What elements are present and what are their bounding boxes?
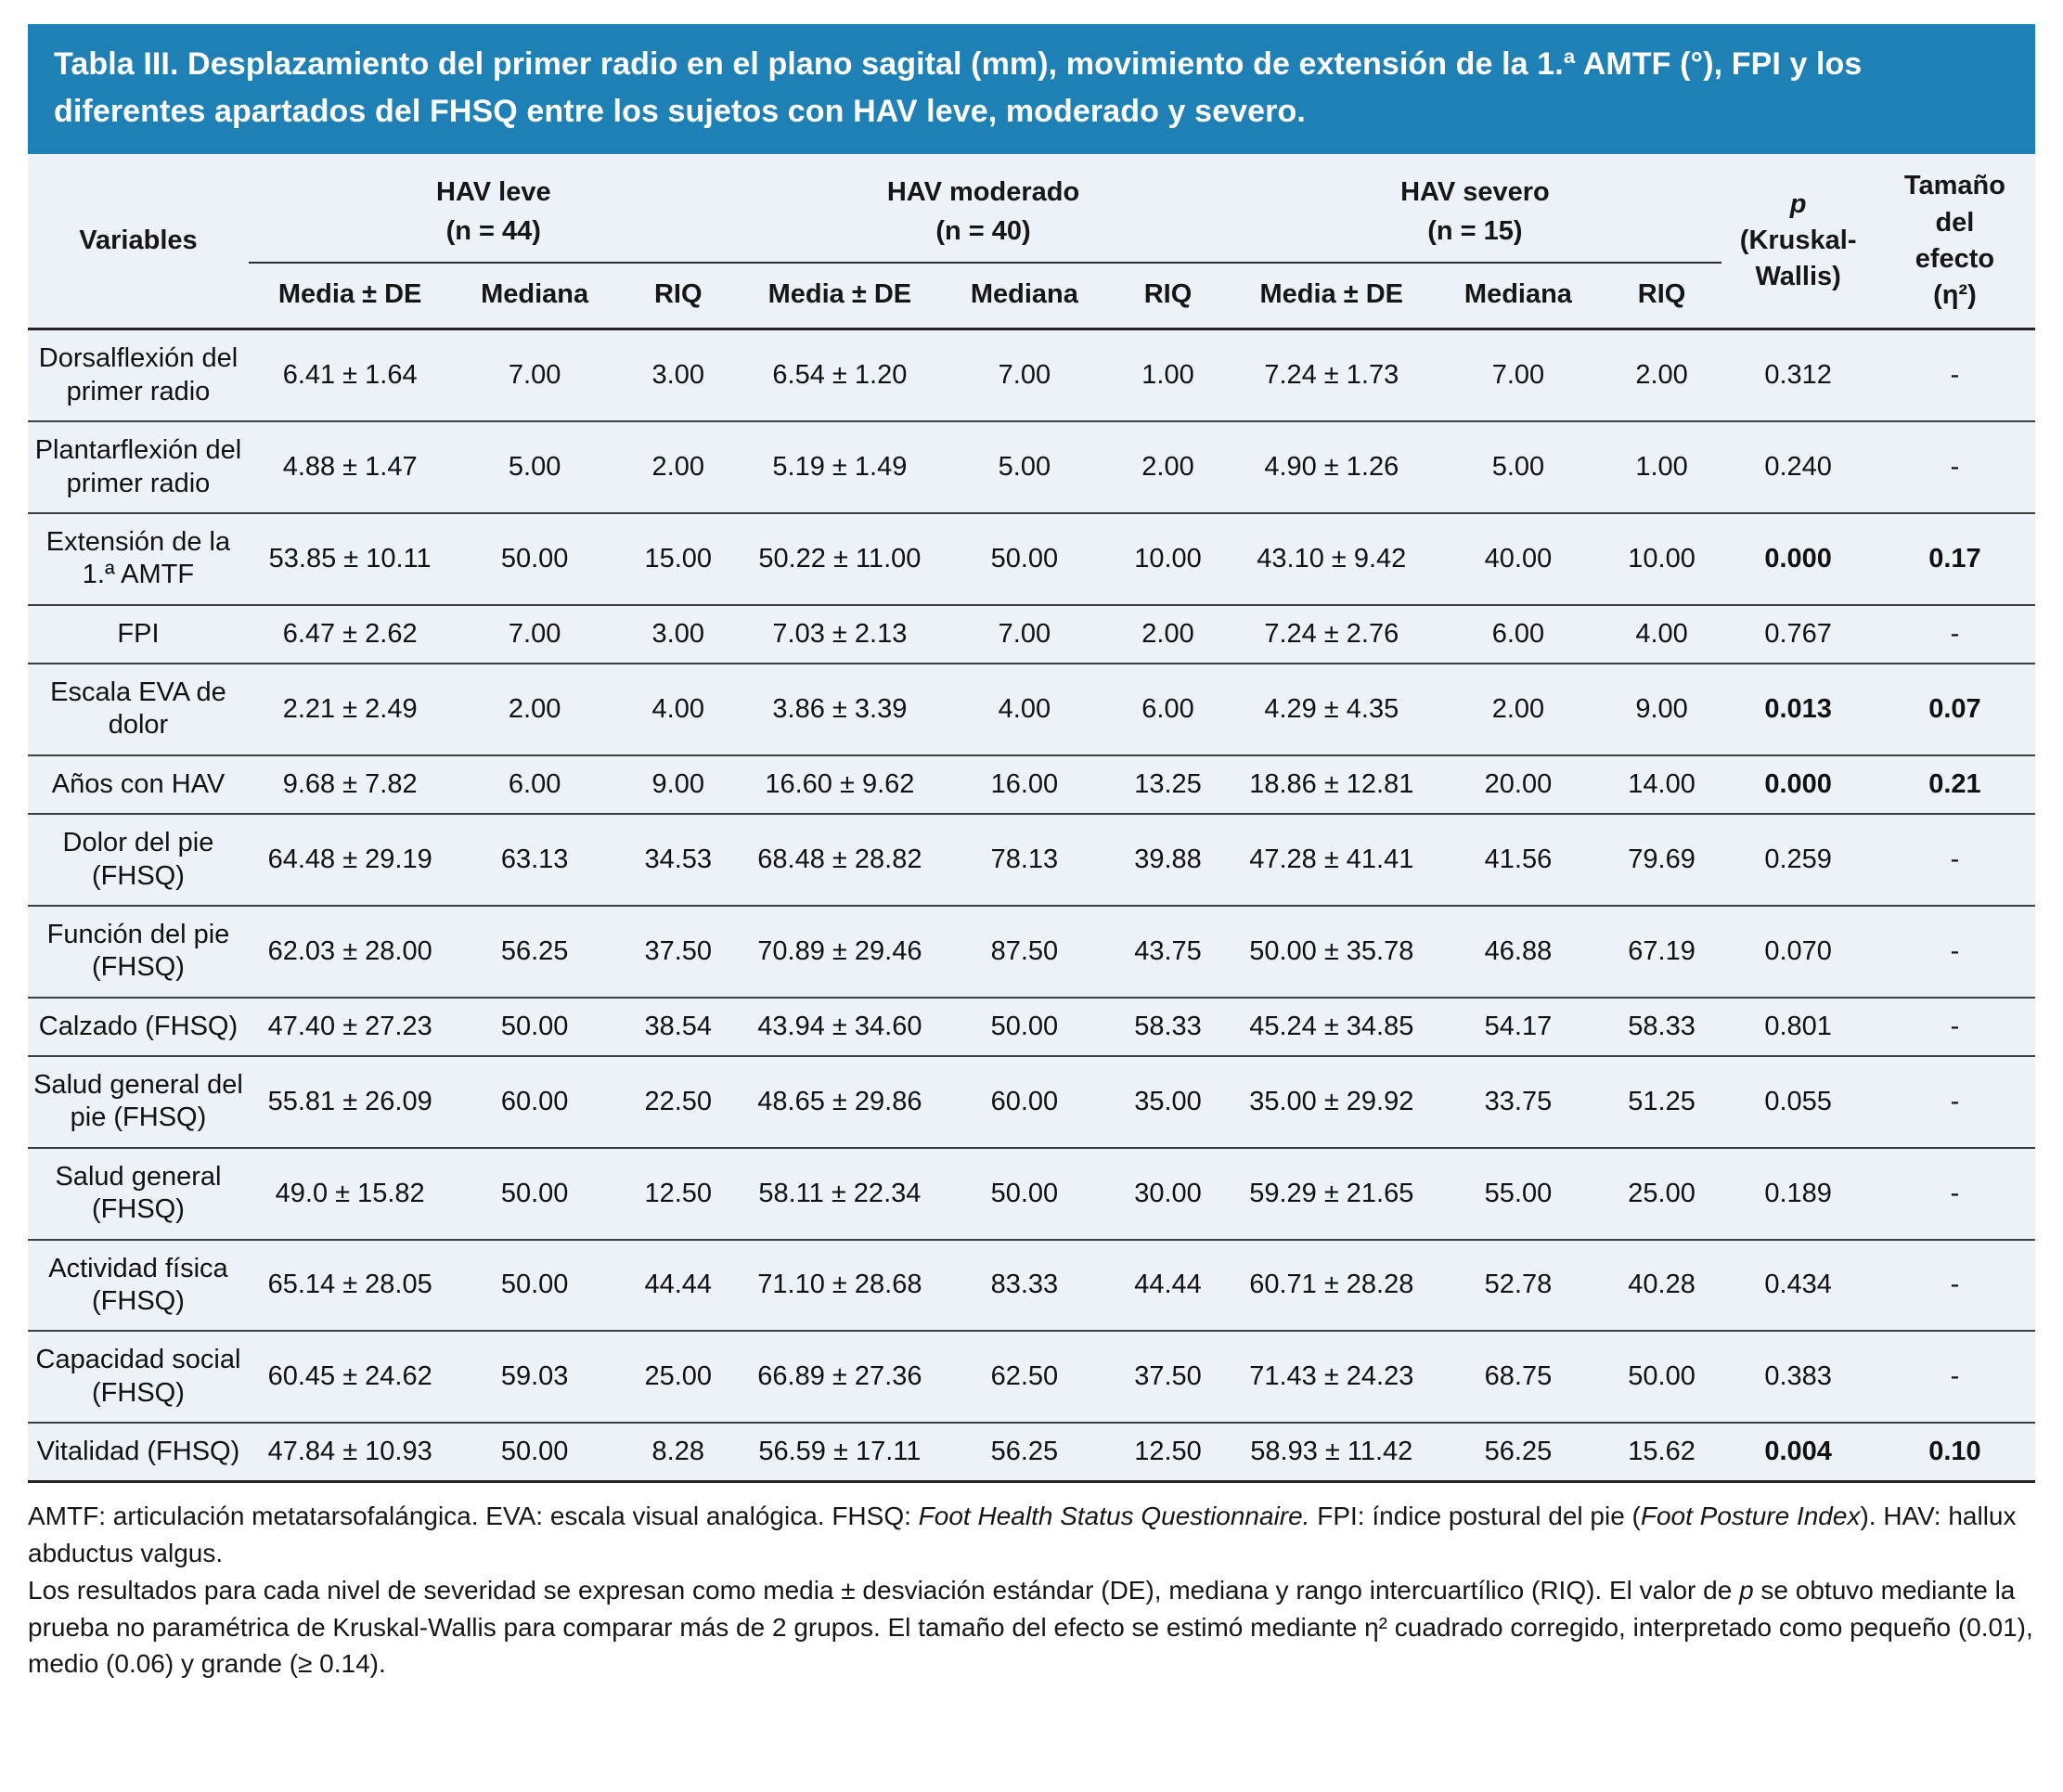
stat-value: 18.86 ± 12.81 [1228,755,1435,814]
stat-value: 38.54 [618,998,739,1056]
stat-value: 51.25 [1602,1056,1722,1148]
stat-value: 6.00 [1108,664,1229,755]
stat-value: 15.62 [1602,1423,1722,1482]
stat-value: 2.00 [1108,421,1229,513]
stat-value: 71.10 ± 28.68 [739,1240,941,1332]
stat-value: 2.00 [1435,664,1602,755]
group-name: HAV severo [1400,177,1550,207]
stat-value: 22.50 [618,1056,739,1148]
stat-value: 2.21 ± 2.49 [249,664,451,755]
stat-value: 5.00 [451,421,618,513]
p-method-line2: Wallis) [1755,262,1841,292]
stat-value: 4.00 [941,664,1108,755]
stat-value: 55.81 ± 26.09 [249,1056,451,1148]
p-method-line1: (Kruskal- [1739,226,1857,256]
group-name: HAV leve [436,177,551,207]
stat-value: 4.00 [1602,605,1722,664]
stat-value: 9.68 ± 7.82 [249,755,451,814]
effect-header-line: Tamaño [1903,171,2005,201]
p-value: 0.767 [1721,605,1874,664]
stat-value: 54.17 [1435,998,1602,1056]
effect-size-value: - [1950,360,1960,391]
stat-value: 83.33 [941,1240,1108,1332]
stat-value: 40.28 [1602,1240,1722,1332]
table-row [28,421,2035,513]
table-row [28,1331,2035,1423]
stat-value: 50.00 [451,998,618,1056]
stat-value: 70.89 ± 29.46 [739,906,941,998]
variable-name: Salud general del pie (FHSQ) [28,1056,249,1148]
variable-name: FPI [28,605,249,664]
effect-size-value: 0.17 [1875,513,2035,605]
table-row [28,1056,2035,1148]
stat-value: 30.00 [1108,1148,1229,1240]
group-header-hav-moderado [739,154,1229,263]
p-kruskal-wallis-header [1721,154,1874,329]
p-value: 0.383 [1721,1331,1874,1423]
stat-value: 10.00 [1602,513,1722,605]
stat-value: 60.00 [941,1056,1108,1148]
stat-value: 39.88 [1108,814,1229,906]
stat-value: 59.03 [451,1331,618,1423]
table-row [28,998,2035,1056]
stat-value: 4.00 [618,664,739,755]
variable-name: Extensión de la 1.ª AMTF [28,513,249,605]
p-value: 0.189 [1721,1148,1874,1240]
stat-value: 46.88 [1435,906,1602,998]
stat-value: 50.00 [1602,1331,1722,1423]
table-row [28,814,2035,906]
stat-value: 4.90 ± 1.26 [1228,421,1435,513]
p-value: 0.000 [1721,513,1874,605]
table-row [28,1148,2035,1240]
group-header-hav-leve [249,154,739,263]
footnote [28,1572,2035,1682]
variable-name: Capacidad social (FHSQ) [28,1331,249,1423]
stat-value: 50.00 ± 35.78 [1228,906,1435,998]
p-value: 0.004 [1721,1423,1874,1482]
footnote-segment: ). HAV: hallux abductus valgus. [28,1502,2017,1568]
footnote [28,1498,2035,1572]
stat-value: 7.00 [998,360,1051,391]
stat-value: 53.85 ± 10.11 [249,513,451,605]
stat-value: 67.19 [1602,906,1722,998]
stat-value: 2.00 [618,421,739,513]
stat-value: 16.60 ± 9.62 [739,755,941,814]
stat-value: 43.75 [1108,906,1229,998]
effect-size-value: 0.10 [1875,1423,2035,1482]
stat-value: 62.50 [941,1331,1108,1423]
stat-value: 1.00 [1602,421,1722,513]
table-footnotes [28,1483,2035,1682]
p-value: 0.070 [1721,906,1874,998]
stat-value: 50.22 ± 11.00 [739,513,941,605]
stat-value: 7.24 ± 2.76 [1228,605,1435,664]
stat-value: 9.00 [1602,664,1722,755]
stat-value: 58.93 ± 11.42 [1228,1423,1435,1482]
effect-size-value: - [1875,1056,2035,1148]
stat-value: 50.00 [451,1240,618,1332]
table-row [28,513,2035,605]
stat-value: 8.28 [618,1423,739,1482]
stat-value: 78.13 [941,814,1108,906]
stat-value: 50.00 [941,1148,1108,1240]
variable-name: Función del pie (FHSQ) [28,906,249,998]
stat-value: 48.65 ± 29.86 [739,1056,941,1148]
variable-name: Vitalidad (FHSQ) [28,1423,249,1482]
p-value: 0.055 [1721,1056,1874,1148]
variable-name: Escala EVA de dolor [28,664,249,755]
stat-header-media-de: Media ± DE [739,263,941,329]
table-row [28,755,2035,814]
stat-value: 5.00 [941,421,1108,513]
stat-value: 63.13 [451,814,618,906]
results-table [28,154,2035,1483]
stat-value: 44.44 [618,1240,739,1332]
stat-value: 2.00 [1108,605,1229,664]
stat-value: 47.40 ± 27.23 [249,998,451,1056]
table-row [28,906,2035,998]
table-body [28,329,2035,1482]
stat-value: 58.11 ± 22.34 [739,1148,941,1240]
stat-value: 50.00 [941,998,1108,1056]
stat-value: 60.00 [451,1056,618,1148]
table-row [28,605,2035,664]
stat-value: 16.00 [941,755,1108,814]
table-caption: Tabla III. Desplazamiento del primer radio en el plano sagital (mm), movimiento de extensión de la 1.ª AMTF (°), FPI y los diferentes apartados del FHSQ entre los sujetos con HAV leve, moderado y severo. [28,24,2035,154]
footnote-segment: FPI: índice postural del pie ( [1309,1502,1641,1531]
stat-value: 6.54 ± 1.20 [772,360,908,391]
stat-value: 9.00 [618,755,739,814]
footnote-segment: AMTF: articulación metatarsofalángica. EVA: escala visual analógica. FHSQ: [28,1502,919,1531]
p-value: 0.000 [1721,755,1874,814]
stat-value: 37.50 [1108,1331,1229,1423]
stat-value: 50.00 [451,1423,618,1482]
group-n: (n = 40) [935,216,1031,247]
stat-value: 3.00 [618,605,739,664]
stat-value: 33.75 [1435,1056,1602,1148]
stat-value: 56.25 [1435,1423,1602,1482]
stat-value: 60.45 ± 24.62 [249,1331,451,1423]
effect-size-value: - [1875,1240,2035,1332]
stat-value: 66.89 ± 27.36 [739,1331,941,1423]
stat-value: 4.29 ± 4.35 [1228,664,1435,755]
stat-value: 64.48 ± 29.19 [249,814,451,906]
stat-value: 6.47 ± 2.62 [249,605,451,664]
stat-value: 56.25 [941,1423,1108,1482]
stat-value: 14.00 [1602,755,1722,814]
effect-size-value: - [1875,906,2035,998]
stat-value: 68.48 ± 28.82 [739,814,941,906]
stat-value: 5.19 ± 1.49 [739,421,941,513]
p-value: 0.312 [1764,360,1832,391]
stat-value: 50.00 [941,513,1108,605]
stat-value: 7.00 [508,360,561,391]
stat-value: 12.50 [1108,1423,1229,1482]
stat-value: 55.00 [1435,1148,1602,1240]
stat-value: 2.00 [451,664,618,755]
variable-name: Dorsalflexión del primer radio [38,343,239,406]
stat-header-riq: RIQ [1602,263,1722,329]
p-value: 0.240 [1721,421,1874,513]
stat-value: 58.33 [1602,998,1722,1056]
footnote-segment: Foot Health Status Questionnaire. [918,1502,1310,1531]
stat-value: 25.00 [1602,1148,1722,1240]
table-row [28,664,2035,755]
stat-value: 7.24 ± 1.73 [1264,360,1399,391]
stat-value: 62.03 ± 28.00 [249,906,451,998]
stat-value: 20.00 [1435,755,1602,814]
stat-value: 71.43 ± 24.23 [1228,1331,1435,1423]
effect-header-line: efecto [1915,243,1995,274]
effect-size-value: - [1875,421,2035,513]
stat-value: 6.41 ± 1.64 [282,360,418,391]
variable-name: Años con HAV [28,755,249,814]
group-n: (n = 44) [445,216,541,247]
p-value: 0.013 [1721,664,1874,755]
variable-name: Actividad física (FHSQ) [28,1240,249,1332]
stat-value: 35.00 ± 29.92 [1228,1056,1435,1148]
stat-value: 25.00 [618,1331,739,1423]
variables-header: Variables [28,154,249,329]
stat-value: 37.50 [618,906,739,998]
effect-header-line: del [1935,207,1975,238]
stat-header-media-de: Media ± DE [1228,263,1435,329]
stat-value: 3.86 ± 3.39 [739,664,941,755]
stat-value: 7.00 [451,605,618,664]
stat-value: 12.50 [618,1148,739,1240]
stat-value: 13.25 [1108,755,1229,814]
stat-value: 34.53 [618,814,739,906]
effect-size-value: - [1875,605,2035,664]
p-value: 0.434 [1721,1240,1874,1332]
stat-header-riq: RIQ [1108,263,1229,329]
effect-size-value: - [1875,1331,2035,1423]
group-name: HAV moderado [886,177,1080,207]
stat-header-mediana: Mediana [451,263,618,329]
stat-value: 43.10 ± 9.42 [1228,513,1435,605]
table-header [28,154,2035,329]
effect-size-value: 0.07 [1875,664,2035,755]
stat-value: 4.88 ± 1.47 [249,421,451,513]
stat-value: 50.00 [451,513,618,605]
effect-size-value: - [1875,998,2035,1056]
stat-value: 56.25 [451,906,618,998]
header-row-groups [28,154,2035,263]
stat-value: 5.00 [1435,421,1602,513]
footnote-segment: p [1739,1575,1754,1605]
effect-size-value: - [1875,814,2035,906]
table-row [28,1240,2035,1332]
stat-value: 6.00 [1435,605,1602,664]
stat-value: 40.00 [1435,513,1602,605]
stat-value: 47.84 ± 10.93 [249,1423,451,1482]
stat-value: 41.56 [1435,814,1602,906]
stat-value: 58.33 [1108,998,1229,1056]
stat-value: 87.50 [941,906,1108,998]
footnote-segment: se obtuvo mediante la prueba no paramétrica de Kruskal-Wallis para comparar más de 2 grupos. El tamaño del efecto se estimó mediante η² cuadrado corregido, interpretado como pequeño (0.01), medio (0.06) y grande (≥ 0.14). [28,1575,2033,1679]
stat-value: 15.00 [618,513,739,605]
effect-header-line: (η²) [1933,279,1977,310]
effect-size-header [1875,154,2035,329]
stat-value: 56.59 ± 17.11 [739,1423,941,1482]
variable-name: Plantarflexión del primer radio [28,421,249,513]
group-header-hav-severo [1228,154,1721,263]
footnote-segment: Los resultados para cada nivel de severidad se expresan como media ± desviación estándar (DE), mediana y rango intercuartílico (RIQ). El valor de [28,1575,1740,1605]
effect-size-value: - [1875,1148,2035,1240]
variable-name: Dolor del pie (FHSQ) [28,814,249,906]
stat-value: 6.00 [451,755,618,814]
footnote-segment: Foot Posture Index [1640,1502,1861,1531]
stat-value: 35.00 [1108,1056,1229,1148]
stat-value: 60.71 ± 28.28 [1228,1240,1435,1332]
stat-value: 43.94 ± 34.60 [739,998,941,1056]
stat-value: 7.00 [941,605,1108,664]
stat-value: 45.24 ± 34.85 [1228,998,1435,1056]
stat-header-mediana: Mediana [1435,263,1602,329]
stat-value: 52.78 [1435,1240,1602,1332]
variable-name: Salud general (FHSQ) [28,1148,249,1240]
stat-value: 7.03 ± 2.13 [739,605,941,664]
stat-value: 65.14 ± 28.05 [249,1240,451,1332]
stat-value: 49.0 ± 15.82 [249,1148,451,1240]
effect-size-value: 0.21 [1875,755,2035,814]
stat-value: 3.00 [651,360,704,391]
group-n: (n = 15) [1427,216,1523,247]
table-row [28,329,2035,421]
variable-name: Calzado (FHSQ) [28,998,249,1056]
table-row [28,1423,2035,1482]
p-value: 0.259 [1721,814,1874,906]
stat-value: 7.00 [1491,360,1545,391]
p-symbol: p [1789,189,1807,220]
stat-value: 1.00 [1141,360,1194,391]
stat-header-riq: RIQ [618,263,739,329]
stat-value: 44.44 [1108,1240,1229,1332]
stat-value: 10.00 [1108,513,1229,605]
stat-value: 68.75 [1435,1331,1602,1423]
stat-header-media-de: Media ± DE [249,263,451,329]
p-value: 0.801 [1721,998,1874,1056]
stat-header-mediana: Mediana [941,263,1108,329]
stat-value: 79.69 [1602,814,1722,906]
stat-value: 2.00 [1635,360,1688,391]
stat-value: 47.28 ± 41.41 [1228,814,1435,906]
stat-value: 50.00 [451,1148,618,1240]
stat-value: 59.29 ± 21.65 [1228,1148,1435,1240]
